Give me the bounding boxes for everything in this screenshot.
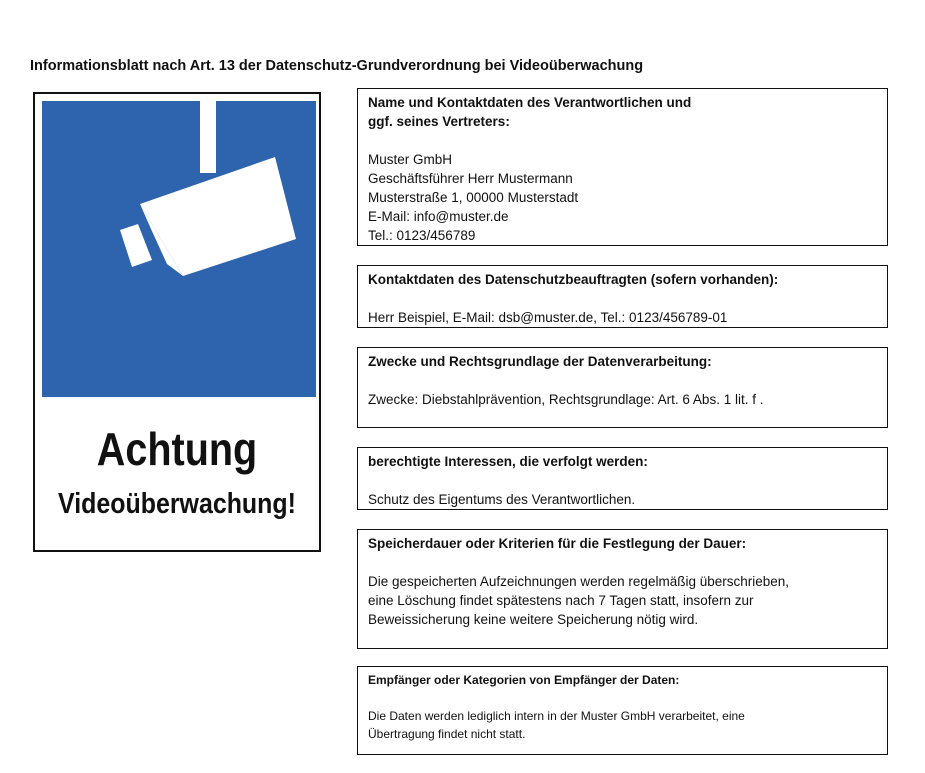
section-text: Schutz des Eigentums des Verantwortlichen. [368, 492, 636, 507]
camera-mount [200, 101, 216, 173]
video-surveillance-sign [33, 92, 321, 552]
section-heading: Kontaktdaten des Datenschutzbeauftragten (sofern vorhanden): [368, 272, 779, 287]
section-recipients [357, 666, 888, 755]
section-heading: Name und Kontaktdaten des Verantwortlichen und [368, 95, 692, 110]
section-text: Geschäftsführer Herr Mustermann [368, 171, 573, 186]
section-legitimate-interests [357, 447, 888, 510]
section-text: Musterstraße 1, 00000 Musterstadt [368, 190, 579, 205]
section-text: Die Daten werden lediglich intern in der Muster GmbH verarbeitet, eine [368, 709, 745, 723]
section-text: Herr Beispiel, E-Mail: dsb@muster.de, Tel.: 0123/456789-01 [368, 310, 728, 325]
section-text: Muster GmbH [368, 152, 453, 167]
section-storage-duration [357, 529, 888, 649]
section-text: Zwecke: Diebstahlprävention, Rechtsgrundlage: Art. 6 Abs. 1 lit. f . [368, 392, 764, 407]
cctv-camera-icon [42, 101, 316, 397]
section-heading: berechtigte Interessen, die verfolgt werden: [368, 454, 648, 469]
section-heading: Zwecke und Rechtsgrundlage der Datenverarbeitung: [368, 354, 712, 369]
sign-subtitle: Videoüberwachung! [58, 488, 296, 520]
section-heading: Empfänger oder Kategorien von Empfänger der Daten: [368, 673, 680, 687]
section-text: eine Löschung findet spätestens nach 7 Tagen statt, insofern zur [368, 593, 754, 608]
section-dpo-contact [357, 265, 888, 328]
section-text: Die gespeicherten Aufzeichnungen werden regelmäßig überschrieben, [368, 574, 790, 589]
section-heading: ggf. seines Vertreters: [368, 114, 510, 129]
section-text: E-Mail: info@muster.de [368, 209, 509, 224]
section-heading: Speicherdauer oder Kriterien für die Festlegung der Dauer: [368, 536, 747, 551]
section-controller-contact [357, 88, 888, 246]
section-text: Übertragung findet nicht statt. [368, 727, 526, 741]
document-title: Informationsblatt nach Art. 13 der Datenschutz-Grundverordnung bei Videoüberwachung [30, 58, 644, 74]
sign-title: Achtung [96, 423, 258, 475]
section-purposes [357, 347, 888, 428]
section-text: Tel.: 0123/456789 [368, 228, 476, 243]
section-text: Beweissicherung keine weitere Speicherung nötig wird. [368, 612, 699, 627]
